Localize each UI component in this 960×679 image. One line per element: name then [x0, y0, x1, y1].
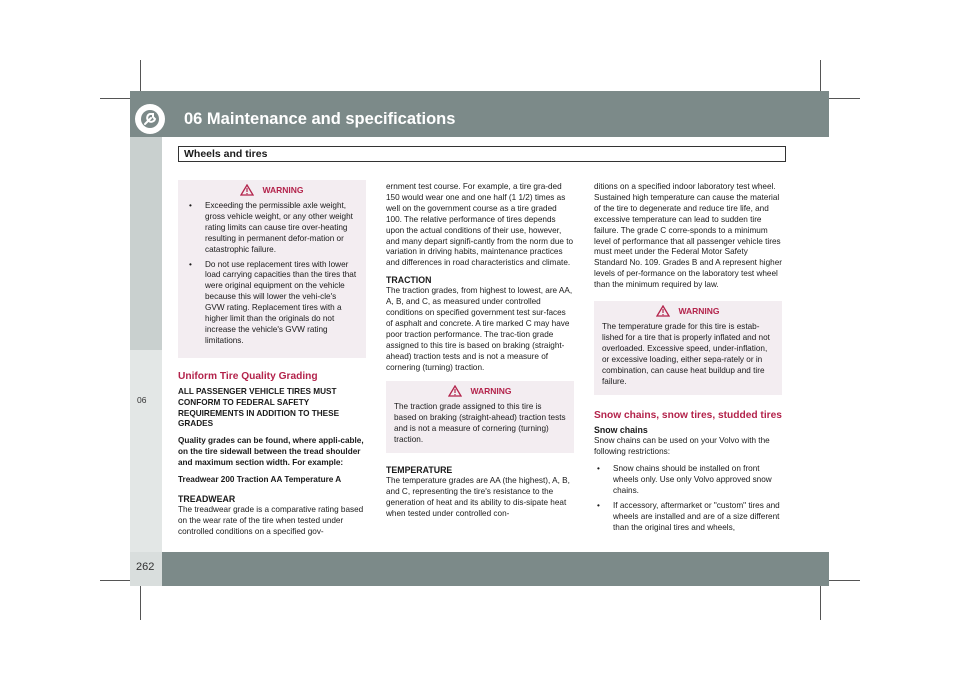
- list-item: • Exceeding the permissible axle weight, gross vehicle weight, or any other weight rating limits can cause tire over-heating resulting in permanent defor-mation or catastrophic failure.: [186, 201, 358, 256]
- grade-example: Treadwear 200 Traction AA Temperature A: [178, 475, 342, 485]
- column-1: [178, 180, 366, 544]
- column-2: [386, 182, 574, 526]
- treadwear-text: The treadwear grade is a comparative rating based on the wear rate of the tire when tested under controlled conditions on a specified gov-: [178, 504, 364, 536]
- margin-strip: [130, 350, 162, 586]
- warning-box: [178, 180, 366, 358]
- warning-list: [186, 201, 358, 347]
- warning-box: [594, 301, 782, 394]
- warning-triangle-icon: [448, 385, 462, 397]
- wrench-icon: [135, 104, 165, 134]
- column-3: [594, 182, 782, 538]
- page-number: 262: [136, 561, 155, 573]
- chapter-title: 06 Maintenance and specifications: [184, 110, 456, 128]
- quality-grades-text: Quality grades can be found, where appli-cable, on the tire sidewall between the tread shoulder and maximum section width. For example:: [178, 436, 364, 468]
- warning-header: [602, 305, 774, 317]
- traction-text: The traction grades, from highest to lowest, are AA, A, B, and C, as measured under controlled conditions on specified government test sur-faces of asphalt and concrete. A tire marked C may have poor traction performance. The trac-tion grade assigned to this tire is based on braking (straight-ahead) traction tests and is not a measure of cornering (turning) traction.: [386, 286, 573, 372]
- list-item: • Do not use replacement tires with lower load carrying capacities than the tires that were original equipment on the vehicle because this will lower the vehi-cle's GVW rating. Replacement tires with a higher limit than the originals do not increase the vehicle's GVW rating limitations.: [186, 260, 358, 347]
- warning-box: [386, 381, 574, 453]
- treadwear-heading: TREADWEAR: [178, 493, 236, 504]
- section-title: Wheels and tires: [178, 146, 786, 162]
- warning-text: The temperature grade for this tire is estab-lished for a tire that is properly inflated and not overloaded. Excessive speed, under-inflation, or excessive loading, either sepa-rately or in combination, can cause heat buildup and tire failure.: [602, 322, 770, 386]
- snow-chains-subheading: Snow chains: [594, 425, 648, 436]
- snow-chains-list: [594, 464, 782, 533]
- warning-title: WARNING: [678, 305, 720, 316]
- temperature-text: The temperature grades are AA (the highest), A, B, and C, representing the tire's resistance to the generation of heat and its ability to dis-sipate heat when tested under controlled con-: [386, 475, 570, 518]
- uniform-grading-heading: Uniform Tire Quality Grading: [178, 370, 318, 382]
- traction-heading: TRACTION: [386, 275, 432, 286]
- list-item: • If accessory, aftermarket or "custom" tires and wheels are installed and are of a size different than the original tires and wheels,: [594, 501, 782, 534]
- footer-band: [162, 552, 829, 586]
- warning-title: WARNING: [470, 385, 512, 396]
- federal-requirements-text: ALL PASSENGER VEHICLE TIRES MUST CONFORM TO FEDERAL SAFETY REQUIREMENTS IN ADDITION TO THESE GRADES: [178, 386, 340, 429]
- chapter-tab-strip: [130, 137, 162, 350]
- warning-header: [186, 184, 358, 196]
- temperature-continued: ditions on a specified indoor laboratory test wheel. Sustained high temperature can cause the material of the tire to degenerate and reduce tire life, and excessive temperature can lead to sudden tire failure. The grade C corre-sponds to a minimum level of performance that all passenger vehicle tires must meet under the Federal Motor Safety Standard No. 109. Grades B and A represent higher levels of per-formance on the laboratory test wheel than the minimum required by law.: [594, 182, 782, 290]
- warning-triangle-icon: [240, 184, 254, 196]
- snow-chains-heading: Snow chains, snow tires, studded tires: [594, 409, 782, 421]
- chapter-number: 06: [137, 395, 147, 405]
- snow-chains-intro: Snow chains can be used on your Volvo with the following restrictions:: [594, 436, 770, 457]
- warning-title: WARNING: [262, 184, 304, 195]
- warning-header: [394, 385, 566, 397]
- temperature-heading: TEMPERATURE: [386, 465, 453, 476]
- list-item: • Snow chains should be installed on front wheels only. Use only Volvo approved snow chains.: [594, 464, 782, 497]
- treadwear-continued: ernment test course. For example, a tire gra-ded 150 would wear one and one half (1 1/2) times as well on the government course as a tire graded 100. The relative performance of tires depends upon the actual conditions of their use, however, and many depart signifi-cantly from the norm due to variation in driving habits, maintenance practices and differences in road characteristics and climate.: [386, 182, 574, 268]
- warning-triangle-icon: [656, 305, 670, 317]
- warning-text: The traction grade assigned to this tire is based on braking (straight-ahead) traction tests and is not a measure of cornering (turning) traction.: [394, 402, 566, 445]
